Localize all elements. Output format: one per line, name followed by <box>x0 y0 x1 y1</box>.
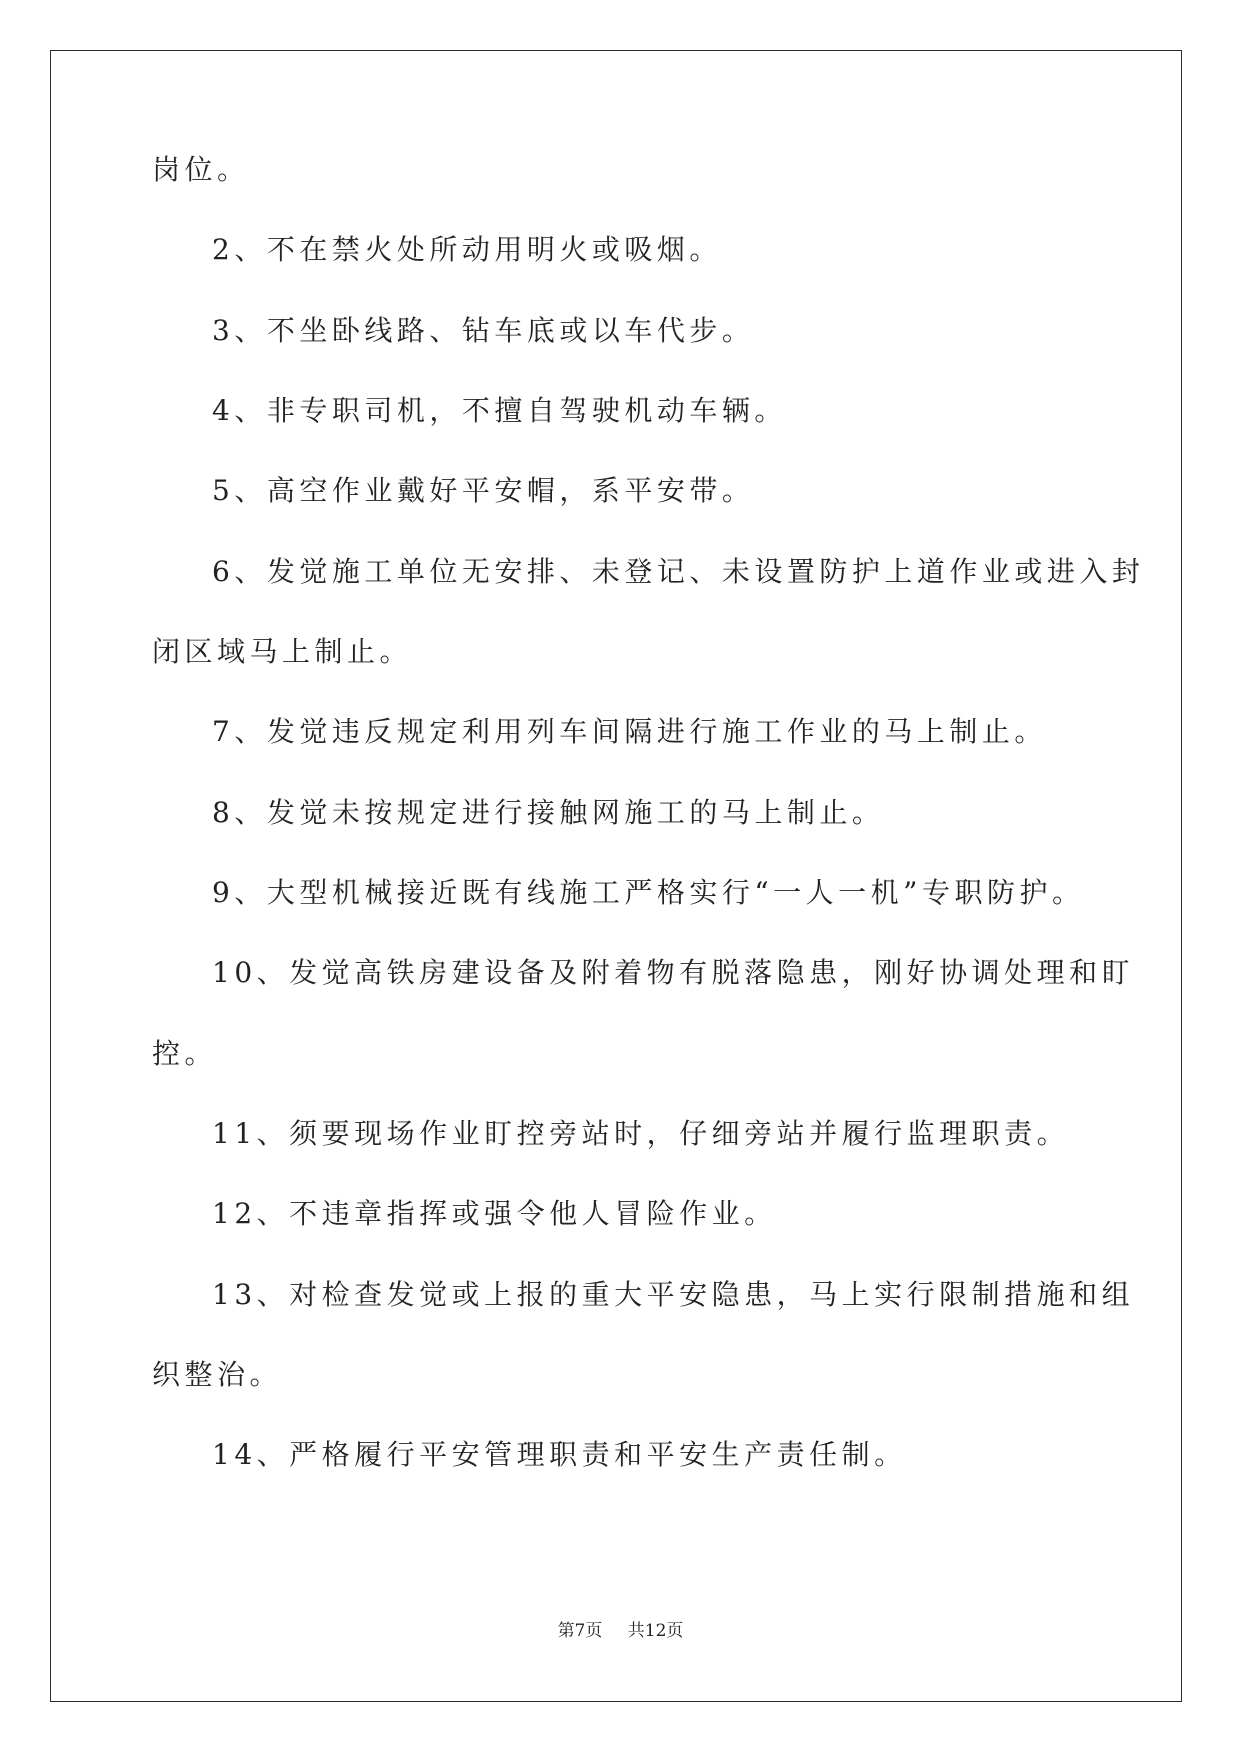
list-item: 4、非专职司机，不擅自驾驶机动车辆。 <box>212 394 787 427</box>
list-item: 9、大型机械接近既有线施工严格实行“一人一机”专职防护。 <box>212 876 1085 909</box>
list-item: 7、发觉违反规定利用列车间隔进行施工作业的马上制止。 <box>212 715 1047 748</box>
list-item: 3、不坐卧线路、钻车底或以车代步。 <box>212 314 755 347</box>
list-item: 2、不在禁火处所动用明火或吸烟。 <box>212 233 722 266</box>
list-item: 8、发觉未按规定进行接触网施工的马上制止。 <box>212 796 885 829</box>
list-item: 10、发觉高铁房建设备及附着物有脱落隐患，刚好协调处理和盯 <box>212 956 1135 989</box>
page-footer <box>0 1616 1241 1641</box>
page-number: 第7页 <box>557 1621 603 1641</box>
text-line: 织整治。 <box>152 1358 283 1391</box>
list-item: 12、不违章指挥或强令他人冒险作业。 <box>212 1197 777 1230</box>
text-line: 岗位。 <box>152 153 250 186</box>
list-item: 6、发觉施工单位无安排、未登记、未设置防护上道作业或进入封 <box>212 555 1145 588</box>
list-item: 13、对检查发觉或上报的重大平安隐患，马上实行限制措施和组 <box>212 1278 1135 1311</box>
list-item: 14、严格履行平安管理职责和平安生产责任制。 <box>212 1438 907 1471</box>
list-item: 11、须要现场作业盯控旁站时，仔细旁站并履行监理职责。 <box>212 1117 1070 1150</box>
text-line: 控。 <box>152 1037 218 1070</box>
list-item: 5、高空作业戴好平安帽，系平安带。 <box>212 474 755 507</box>
text-line: 闭区域马上制止。 <box>152 635 413 668</box>
page-total: 共12页 <box>627 1621 684 1641</box>
